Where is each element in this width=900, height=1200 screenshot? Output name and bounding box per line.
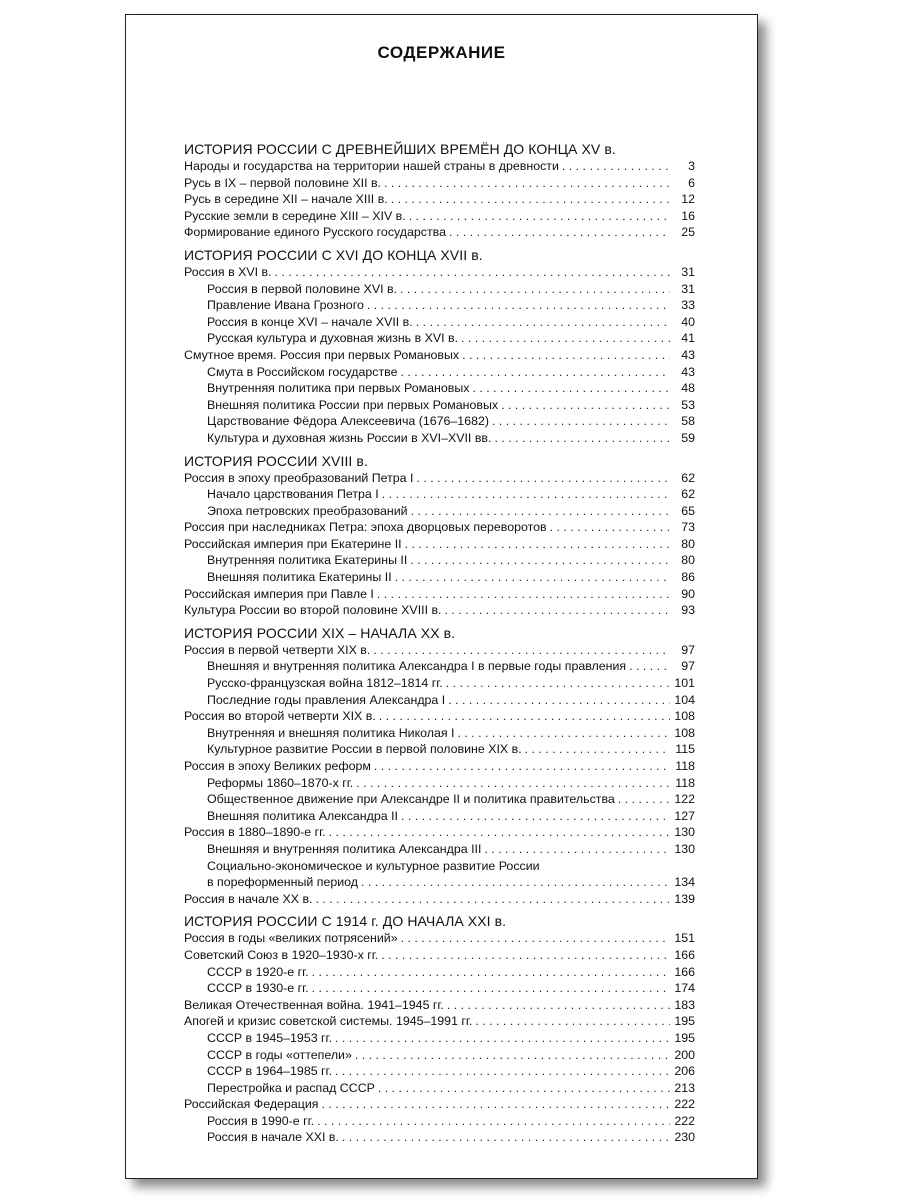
entry-title: Социально-экономическое и культурное развитие России [207,858,540,873]
toc-section [184,247,695,447]
toc-entry[interactable] [184,158,695,175]
page-number: 122 [674,792,695,807]
dot-leader [355,1047,670,1064]
toc-entry[interactable] [184,175,695,192]
page-number: 6 [688,175,695,190]
section-heading: ИСТОРИЯ РОССИИ XVIII в. [184,452,368,469]
dot-leader [416,470,670,487]
entry-title: Внутренняя политика при первых Романовых [207,381,470,396]
toc-subentry[interactable] [184,314,695,331]
dot-leader [378,1080,670,1097]
entry-title: Перестройка и распад СССР [207,1080,375,1095]
toc-entry[interactable] [184,586,695,603]
dot-leader [395,569,670,586]
entry-title: Внешняя политика России при первых Романовых [207,397,499,412]
entry-title: Россия в 1990-е гг. [207,1113,315,1128]
page-number: 62 [681,487,695,502]
dot-leader [445,602,671,619]
toc-subentry[interactable] [184,791,695,808]
dot-leader [472,380,670,397]
toc-subentry[interactable] [184,380,695,397]
dot-leader [381,947,670,964]
page-number: 174 [674,981,695,996]
page-number: 43 [681,347,695,362]
page-title: СОДЕРЖАНИЕ [377,43,506,62]
dot-leader [410,552,670,569]
section-heading: ИСТОРИЯ РОССИИ XIX – НАЧАЛА XX в. [184,624,456,641]
page-number: 115 [675,742,695,757]
toc-entry[interactable] [184,191,695,208]
dot-leader [373,642,670,659]
dot-leader [409,208,670,225]
page-number: 195 [674,1014,695,1029]
page-number: 80 [681,536,695,551]
entry-title: Апогей и кризис советской системы. 1945–1991 гг. [184,1014,473,1029]
dot-leader [382,486,670,503]
page-number: 97 [681,642,695,657]
entry-title: СССР в годы «оттепели» [207,1047,352,1062]
dot-leader [335,1030,670,1047]
dot-leader [391,191,670,208]
dot-leader [462,347,670,364]
toc-entry[interactable] [184,602,695,619]
entry-title: Россия в XVI в. [184,264,272,279]
dot-leader [448,692,670,709]
page-number: 139 [674,891,695,906]
page-number: 183 [674,997,695,1012]
dot-leader [317,1113,670,1130]
dot-leader [356,775,670,792]
entry-title: Россия в годы «великих потрясений» [184,931,398,946]
entry-title: Внешняя политика Екатерины II [207,570,392,585]
dot-leader [405,536,670,553]
entry-title: Внешняя и внутренняя политика Александра I в первые годы правления [207,659,627,674]
entry-title: Россия в начале XX в. [184,891,313,906]
entry-title: Россия в эпоху Великих реформ [184,759,371,773]
toc-entry[interactable] [184,997,695,1014]
page-number: 58 [681,414,695,429]
toc-entry[interactable] [184,891,695,908]
dot-leader [379,708,670,725]
toc-entry[interactable] [184,708,695,725]
page-number: 12 [681,192,695,207]
toc-entry[interactable] [184,947,695,964]
dot-leader [401,808,670,825]
toc-entry[interactable] [184,1096,695,1113]
page-number: 230 [674,1130,695,1145]
toc-section [184,453,695,619]
entry-title-continued-line [207,874,695,891]
dot-leader [492,413,670,430]
toc-entry[interactable] [184,470,695,487]
page-number: 213 [674,1080,695,1095]
entry-title: Эпоха петровских преобразований [207,503,408,518]
entry-title: Внешняя и внутренняя политика Александра III [207,841,482,856]
page-number: 166 [674,947,695,962]
dot-leader [377,586,670,603]
toc-subentry[interactable] [184,964,695,981]
section-heading: ИСТОРИЯ РОССИИ С XVI ДО КОНЦА XVII в. [184,246,483,263]
table-of-contents [184,141,695,1152]
dot-leader [461,330,670,347]
entry-title: Россия в 1880–1890-е гг. [184,825,326,840]
page-number: 59 [681,430,695,445]
dot-leader [335,1063,670,1080]
page-number: 40 [681,314,695,329]
page-number: 62 [681,470,695,485]
page-number: 73 [681,520,695,535]
toc-entry[interactable] [184,208,695,225]
entry-title: СССР в 1920-е гг. [207,964,309,979]
book-page [125,14,758,1179]
page-number: 195 [674,1030,695,1045]
toc-subentry[interactable] [184,281,695,298]
toc-entry[interactable] [184,758,695,775]
toc-subentry[interactable] [184,1129,695,1146]
entry-title: Россия во второй четверти XIX в. [184,709,376,724]
entry-title: Внешняя политика Александра II [207,808,398,823]
entry-title: Русь в середине XII – начале XIII в. [184,192,388,207]
dot-leader [446,675,670,692]
toc-subentry[interactable] [184,364,695,381]
dot-leader [275,264,670,281]
entry-title-continued: в пореформенный период [207,875,359,890]
page-number: 25 [681,225,695,240]
page-number: 3 [688,159,695,173]
toc-subentry[interactable] [184,841,695,858]
page-number: 31 [681,264,695,279]
entry-title: Россия в начале XXI в. [207,1130,339,1145]
entry-title: Великая Отечественная война. 1941–1945 гг. [184,997,444,1012]
page-number: 65 [681,503,695,518]
dot-leader [458,725,671,742]
toc-subentry[interactable] [184,741,695,758]
page-number: 86 [681,570,695,585]
entry-title: Царствование Фёдора Алексеевича (1676–1682) [207,414,490,429]
dot-leader [315,891,670,908]
entry-title: Внутренняя и внешняя политика Николая I [207,725,455,740]
dot-leader [629,658,670,675]
entry-title: Культурное развитие России в первой половине XIX в. [207,742,522,757]
page-number: 48 [681,381,695,396]
entry-title: Смута в Российском государстве [207,364,398,379]
entry-title: Российская империя при Павле I [184,586,374,601]
page-number: 41 [681,331,695,346]
entry-title: Русская культура и духовная жизнь в XVI в. [207,331,459,346]
page-number: 151 [674,931,695,946]
page-number: 43 [681,364,695,379]
section-heading: ИСТОРИЯ РОССИИ С ДРЕВНЕЙШИХ ВРЕМЁН ДО КОНЦА XV в. [184,141,616,157]
entry-title: Общественное движение при Александре II и политика правительства [207,792,615,807]
page-number: 90 [681,586,695,601]
dot-leader [618,791,670,808]
entry-title: Правление Ивана Грозного [207,298,364,313]
page-number: 31 [681,281,695,296]
dot-leader [401,930,670,947]
page-number: 33 [681,298,695,313]
entry-title: Последние годы правления Александра I [207,692,446,707]
toc-subentry[interactable] [184,413,695,430]
toc-section [184,625,695,908]
toc-subentry[interactable] [184,503,695,520]
toc-section [184,141,695,241]
entry-title: СССР в 1964–1985 гг. [207,1064,333,1079]
toc-entry[interactable] [184,536,695,553]
entry-title: СССР в 1945–1953 гг. [207,1030,333,1045]
entry-title: Внутренняя политика Екатерины II [207,553,408,568]
page-number: 118 [675,759,695,773]
dot-leader [312,964,670,981]
toc-entry[interactable] [184,824,695,841]
entry-title: Россия в конце XVI – начале XVII в. [207,314,413,329]
toc-entry[interactable] [184,930,695,947]
dot-leader [449,224,670,241]
toc-subentry[interactable] [184,486,695,503]
page-number: 134 [674,875,695,890]
dot-leader [312,980,670,997]
toc-subentry[interactable] [184,675,695,692]
page-number: 101 [674,676,695,691]
toc-section [184,913,695,1146]
page-number: 108 [674,725,695,740]
dot-leader [384,175,670,192]
toc-entry[interactable] [184,1013,695,1030]
toc-subentry[interactable] [184,397,695,414]
entry-title: Российская империя при Екатерине II [184,536,402,551]
dot-leader [411,503,670,520]
dot-leader [501,397,670,414]
toc-entry[interactable] [184,264,695,281]
page-number: 53 [681,397,695,412]
entry-title: Начало царствования Петра I [207,487,379,502]
page-number: 93 [681,603,695,618]
toc-subentry[interactable] [184,725,695,742]
page-number: 127 [674,808,695,823]
dot-leader [400,364,670,381]
page-number: 166 [674,964,695,979]
toc-entry[interactable] [184,224,695,241]
entry-title: Россия при наследниках Петра: эпоха дворцовых переворотов [184,520,547,535]
entry-title: Народы и государства на территории нашей страны в древности [184,159,559,173]
toc-entry[interactable] [184,642,695,659]
page-number: 206 [674,1064,695,1079]
toc-subentry[interactable] [184,552,695,569]
dot-leader [447,997,670,1014]
page-number: 80 [681,553,695,568]
section-heading: ИСТОРИЯ РОССИИ С 1914 г. ДО НАЧАЛА XXI в. [184,913,507,930]
toc-subentry[interactable] [184,775,695,792]
entry-title: Русско-французская война 1812–1814 гг. [207,676,443,691]
toc-entry[interactable] [184,519,695,536]
toc-subentry[interactable] [184,1047,695,1064]
toc-subentry[interactable] [184,808,695,825]
dot-leader [475,1013,670,1030]
page-number: 97 [681,659,695,674]
entry-title: Культура России во второй половине XVIII в. [184,603,442,618]
entry-title: СССР в 1930-е гг. [207,981,309,996]
dot-leader [400,281,670,298]
dot-leader [321,1096,670,1113]
entry-title: Советский Союз в 1920–1930-х гг. [184,947,379,962]
entry-title: Россия в первой четверти XIX в. [184,642,371,657]
toc-subentry[interactable] [184,569,695,586]
toc-subentry[interactable] [184,1113,695,1130]
toc-subentry[interactable] [184,1030,695,1047]
page-number: 130 [674,825,695,840]
dot-leader [367,297,670,314]
dot-leader [329,824,670,841]
dot-leader [525,741,670,758]
dot-leader [416,314,670,331]
dot-leader [562,158,670,175]
dot-leader [361,874,670,891]
entry-title: Русь в IX – первой половине XII в. [184,175,381,190]
dot-leader [342,1129,670,1146]
toc-subentry[interactable] [184,858,695,891]
toc-subentry[interactable] [184,980,695,997]
toc-entry[interactable] [184,347,695,364]
dot-leader [374,758,670,775]
entry-title: Российская Федерация [184,1097,319,1112]
toc-subentry[interactable] [184,692,695,709]
page-number: 130 [674,841,695,856]
toc-subentry[interactable] [184,330,695,347]
entry-title: Россия в эпоху преобразований Петра I [184,470,414,485]
entry-title: Смутное время. Россия при первых Романовых [184,347,460,362]
dot-leader [484,841,670,858]
entry-title: Реформы 1860–1870-х гг. [207,775,354,790]
page-number: 118 [675,775,695,790]
toc-subentry[interactable] [184,297,695,314]
toc-subentry[interactable] [184,1080,695,1097]
toc-subentry[interactable] [184,658,695,675]
entry-title: Россия в первой половине XVI в. [207,281,397,296]
page-number: 222 [674,1113,695,1128]
dot-leader [550,519,670,536]
entry-title: Культура и духовная жизнь России в XVI–XVII вв. [207,430,492,445]
entry-title: Русские земли в середине XIII – XIV в. [184,208,406,223]
entry-title: Формирование единого Русского государства [184,225,447,240]
page-number: 16 [681,208,695,223]
page-number: 200 [674,1047,695,1062]
toc-subentry[interactable] [184,1063,695,1080]
toc-subentry[interactable] [184,430,695,447]
page-number: 222 [674,1097,695,1112]
dot-leader [494,430,670,447]
page-number: 108 [674,709,695,724]
page-number: 104 [674,692,695,707]
